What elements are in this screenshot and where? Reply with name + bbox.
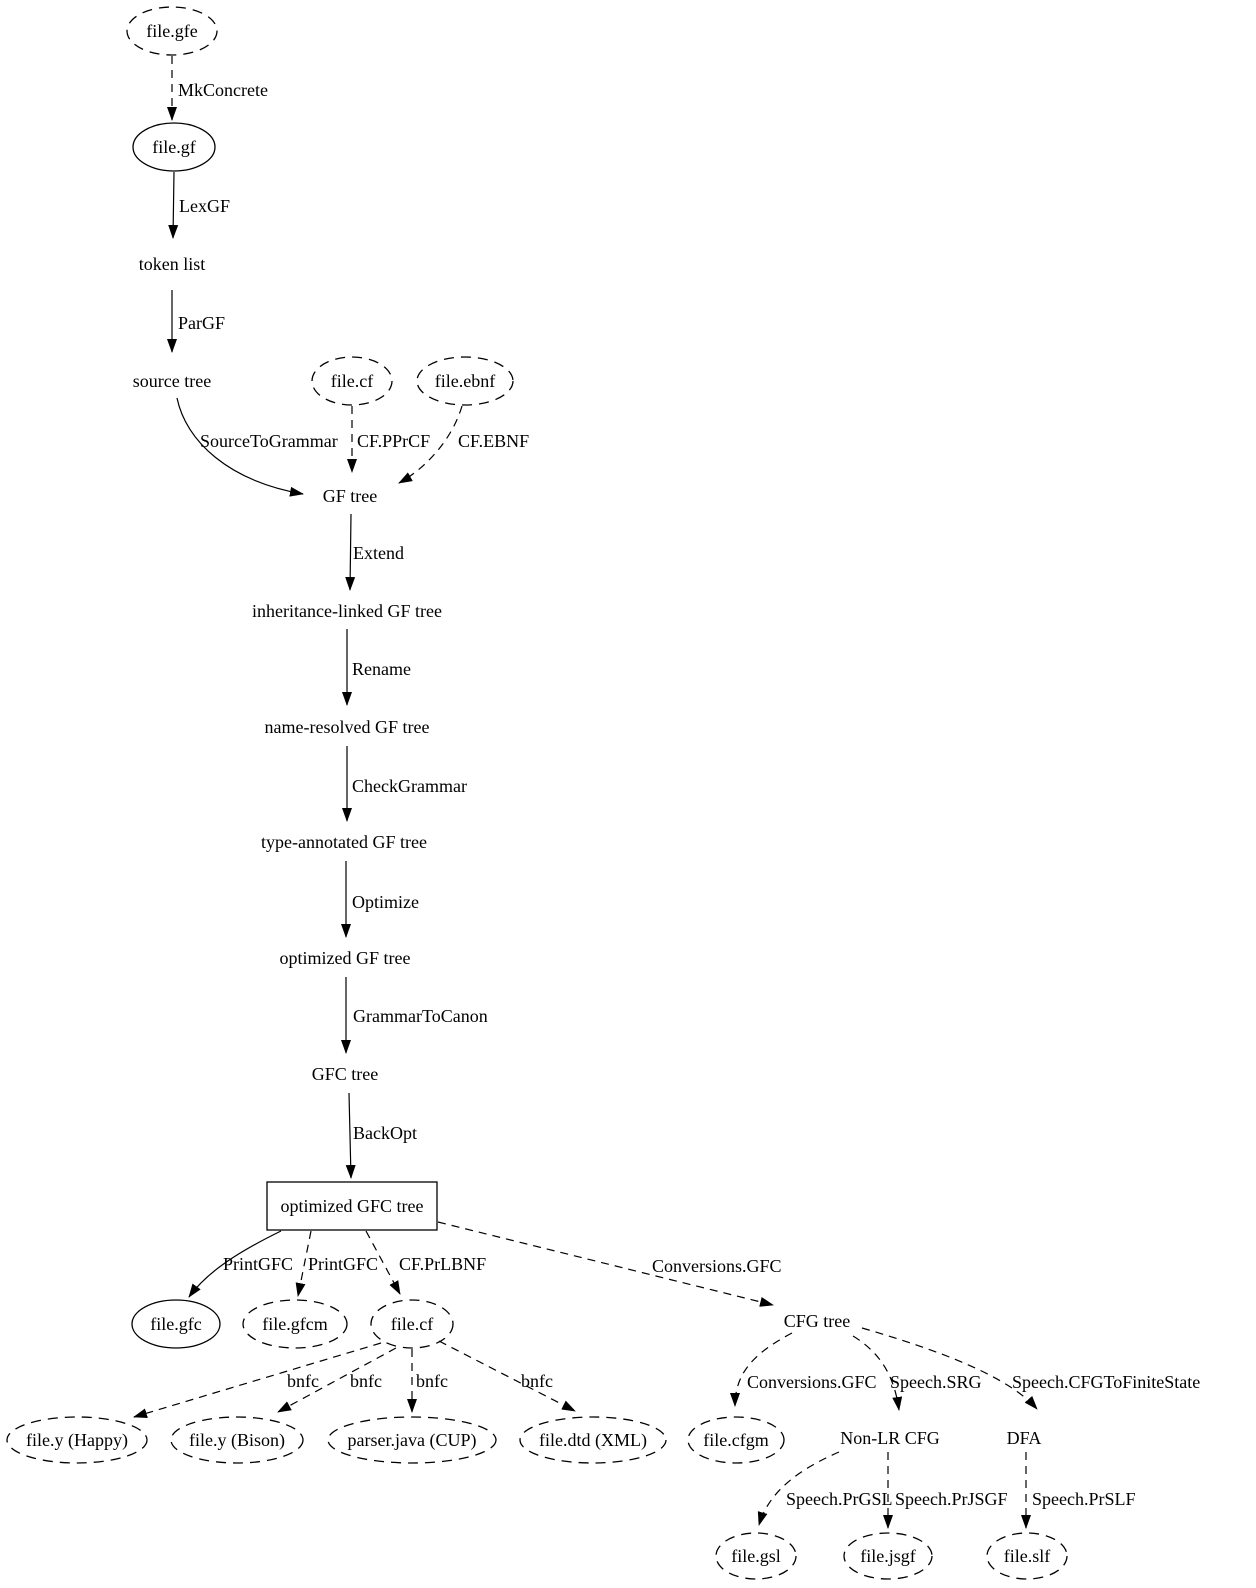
node-parser-java-cup: [328, 1417, 496, 1463]
edge-mkconcrete: [172, 56, 268, 120]
node-optimized-gfc-tree: [267, 1182, 437, 1230]
file-ebnf-label: file.ebnf: [434, 371, 496, 391]
edge-optimize: [346, 861, 419, 937]
file-gfcm-label: file.gfcm: [262, 1314, 328, 1334]
edge-cf-prlbnf: [366, 1231, 486, 1294]
node-file-cf-bottom: [371, 1300, 453, 1348]
file-y-bison-label: file.y (Bison): [189, 1430, 285, 1450]
edge-conversions-gfc-cfgm-line: [735, 1333, 792, 1406]
edge-grammartocanon: [346, 977, 488, 1053]
edge-label-cf-prlbnf: CF.PrLBNF: [399, 1254, 487, 1274]
edge-label-bnfc-2: bnfc: [350, 1371, 382, 1391]
edge-label-speech-cfgtofinitestate: Speech.CFGToFiniteState: [1012, 1372, 1201, 1392]
edge-label-speech-srg: Speech.SRG: [890, 1372, 982, 1392]
edge-conversions-gfc-cfgm: [735, 1333, 877, 1406]
node-file-gfc: [132, 1300, 220, 1348]
edge-label-cf-ebnf: CF.EBNF: [458, 431, 530, 451]
edge-lexgf: [173, 172, 230, 238]
edge-lexgf-line: [173, 172, 174, 238]
file-cf-top-label: file.cf: [330, 371, 374, 391]
edge-label-optimize: Optimize: [352, 892, 419, 912]
edge-label-lexgf: LexGF: [179, 196, 230, 216]
gfc-tree-label: GFC tree: [311, 1064, 379, 1084]
edge-conversions-gfc-cfgtree: [438, 1222, 782, 1305]
node-gfc-tree: [312, 1064, 379, 1084]
edge-rename: [347, 629, 411, 705]
edge-checkgrammar: [347, 746, 467, 821]
edge-backopt: [349, 1093, 417, 1178]
node-non-lr-cfg: [840, 1428, 940, 1448]
edge-bnfc-cup: [412, 1349, 448, 1412]
file-dtd-xml-label: file.dtd (XML): [539, 1430, 647, 1450]
edge-backopt-line: [349, 1093, 351, 1178]
file-jsgf-label: file.jsgf: [860, 1546, 916, 1566]
node-source-tree: [133, 371, 211, 391]
edge-label-conversions-gfc-2: Conversions.GFC: [747, 1372, 877, 1392]
edge-label-extend: Extend: [353, 543, 404, 563]
cfg-tree-label: CFG tree: [783, 1311, 851, 1331]
node-optimized-gf-tree: [280, 948, 411, 968]
edge-bnfc-happy-line: [134, 1343, 381, 1417]
node-gf-tree: [323, 486, 377, 506]
edge-label-sourcetogrammar: SourceToGrammar: [200, 431, 338, 451]
node-file-jsgf: [844, 1533, 932, 1579]
edge-label-speech-prgsl: Speech.PrGSL: [786, 1489, 893, 1509]
gf-tree-label: GF tree: [322, 486, 378, 506]
edge-speech-prjsgf: [888, 1452, 1008, 1528]
edge-label-speech-prslf: Speech.PrSLF: [1032, 1489, 1136, 1509]
parser-java-cup-label: parser.java (CUP): [347, 1430, 477, 1450]
file-gfc-label: file.gfc: [150, 1314, 202, 1334]
edge-label-backopt: BackOpt: [353, 1123, 417, 1143]
edge-speech-cfgtofinitestate-line: [862, 1328, 1037, 1409]
edge-sourcetogrammar: [177, 398, 338, 494]
edge-bnfc-xml: [439, 1341, 575, 1411]
file-cfgm-label: file.cfgm: [703, 1430, 769, 1450]
node-type-annotated-gf-tree: [261, 832, 427, 852]
name-resolved-gf-tree-label: name-resolved GF tree: [264, 717, 430, 737]
edge-extend: [350, 514, 404, 590]
edge-label-cf-pprcf: CF.PPrCF: [357, 431, 431, 451]
file-gf-label: file.gf: [152, 137, 196, 157]
node-file-y-bison: [171, 1417, 303, 1463]
edge-bnfc-xml-line: [439, 1341, 575, 1411]
node-file-gfe: [127, 7, 217, 55]
edge-label-bnfc-4: bnfc: [521, 1371, 553, 1391]
node-file-gfcm: [243, 1300, 347, 1348]
source-tree-label: source tree: [132, 371, 212, 391]
edge-label-conversions-gfc-1: Conversions.GFC: [652, 1256, 782, 1276]
node-token-list: [139, 254, 206, 274]
edge-speech-prslf: [1026, 1452, 1136, 1528]
node-file-gf: [133, 123, 215, 171]
edge-label-mkconcrete: MkConcrete: [178, 80, 268, 100]
node-file-dtd-xml: [520, 1417, 666, 1463]
node-file-y-happy: [7, 1417, 147, 1463]
non-lr-cfg-label: Non-LR CFG: [840, 1428, 940, 1448]
file-slf-label: file.slf: [1003, 1546, 1051, 1566]
node-cfg-tree: [784, 1311, 851, 1331]
edge-label-printgfc-2: PrintGFC: [308, 1254, 379, 1274]
file-gsl-label: file.gsl: [731, 1546, 781, 1566]
edge-extend-line: [350, 514, 351, 590]
node-file-ebnf: [417, 357, 513, 405]
node-file-cfgm: [688, 1417, 784, 1463]
optimized-gfc-tree-label: optimized GFC tree: [280, 1196, 424, 1216]
edge-pargf: [172, 290, 225, 352]
edge-label-pargf: ParGF: [178, 313, 226, 333]
edge-label-printgfc-1: PrintGFC: [223, 1254, 294, 1274]
type-annotated-gf-tree-label: type-annotated GF tree: [261, 832, 427, 852]
edge-label-grammartocanon: GrammarToCanon: [353, 1006, 488, 1026]
edge-cf-pprcf: [352, 406, 430, 472]
edge-printgfc-gfc: [189, 1231, 293, 1297]
node-inheritance-linked-gf-tree: [252, 601, 442, 621]
edge-label-bnfc-1: bnfc: [287, 1371, 319, 1391]
edge-printgfc-gfcm: [298, 1231, 378, 1296]
edge-label-speech-prjsgf: Speech.PrJSGF: [895, 1489, 1008, 1509]
token-list-label: token list: [138, 254, 206, 274]
file-y-happy-label: file.y (Happy): [26, 1430, 128, 1450]
file-cf-bottom-label: file.cf: [390, 1314, 434, 1334]
edge-bnfc-happy: [134, 1343, 381, 1417]
edge-speech-prgsl: [759, 1452, 893, 1525]
node-file-cf-top: [312, 357, 392, 405]
inheritance-linked-gf-tree-label: inheritance-linked GF tree: [252, 601, 442, 621]
optimized-gf-tree-label: optimized GF tree: [279, 948, 411, 968]
node-file-gsl: [716, 1533, 796, 1579]
node-file-slf: [987, 1533, 1067, 1579]
file-gfe-label: file.gfe: [146, 21, 198, 41]
node-name-resolved-gf-tree: [265, 717, 430, 737]
edge-speech-cfgtofinitestate: [862, 1328, 1200, 1409]
edge-label-bnfc-3: bnfc: [416, 1371, 448, 1391]
dfa-label: DFA: [1006, 1428, 1042, 1448]
edge-label-checkgrammar: CheckGrammar: [352, 776, 467, 796]
node-dfa: [1007, 1428, 1042, 1448]
edge-label-rename: Rename: [352, 659, 411, 679]
